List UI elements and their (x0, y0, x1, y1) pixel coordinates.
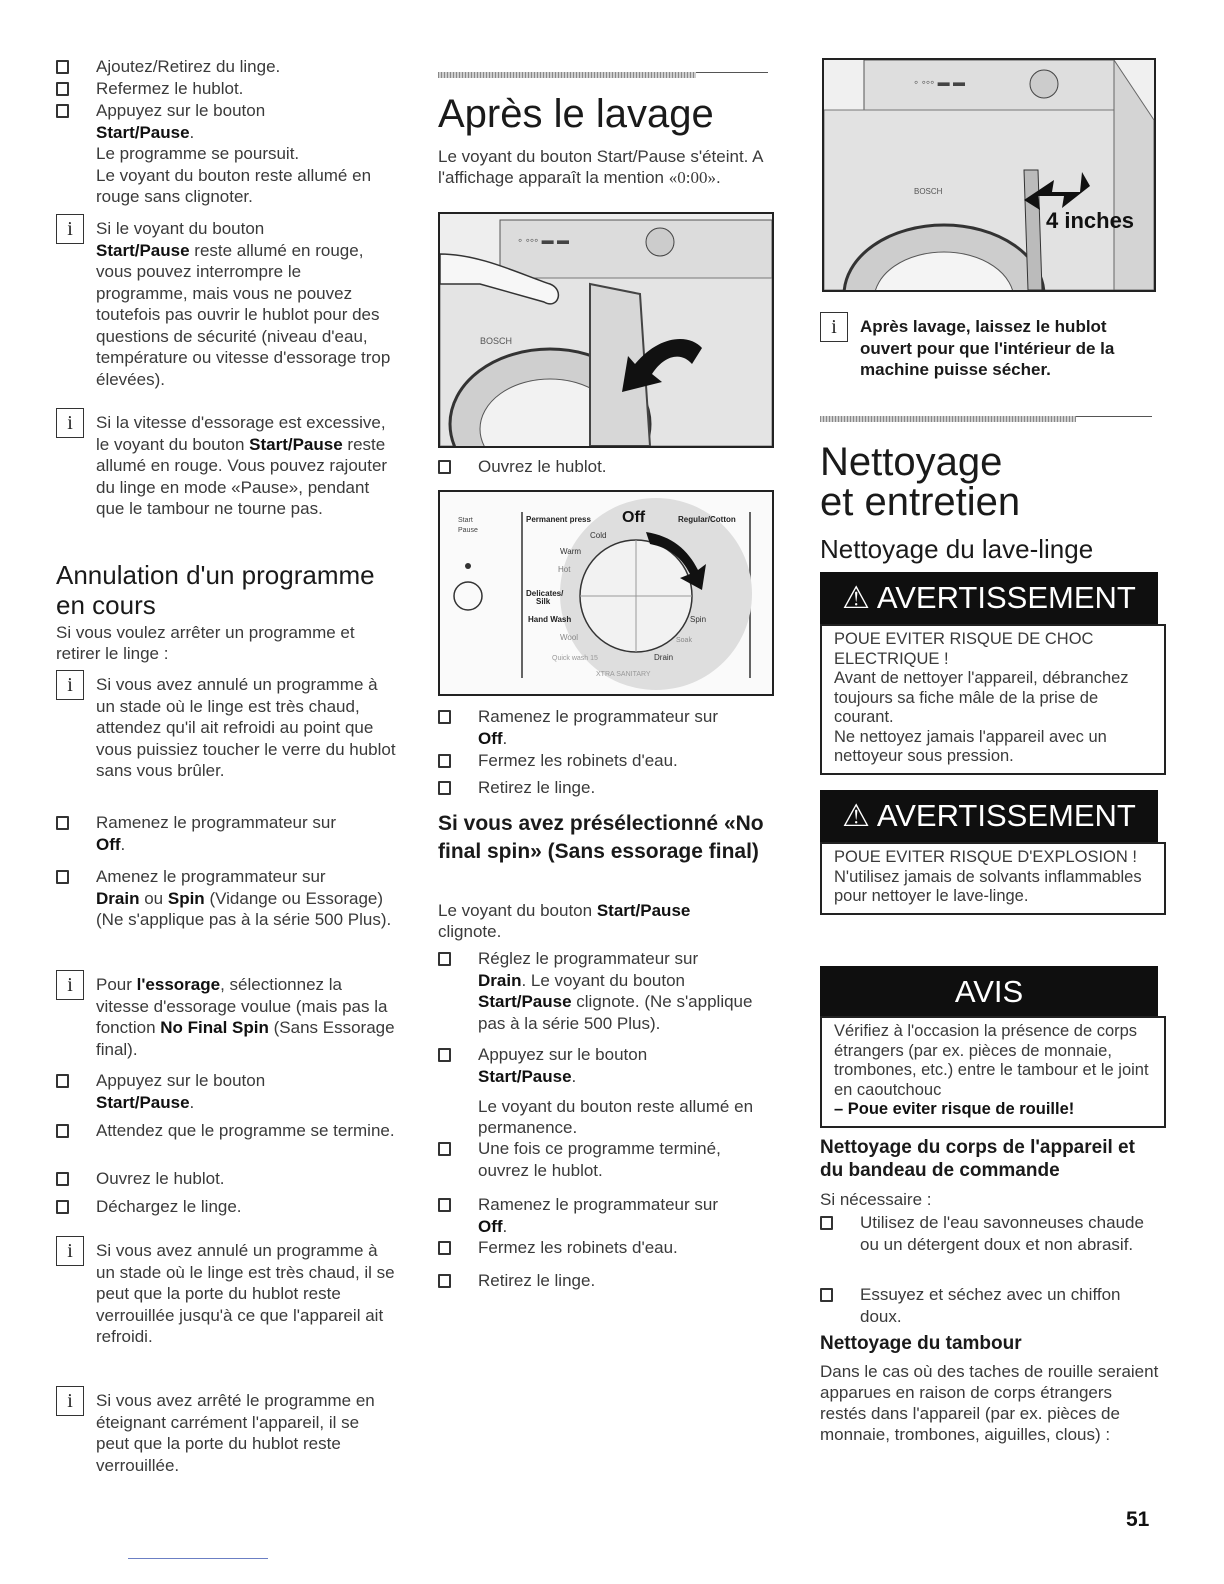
permanent-press-label: Permanent press (526, 515, 591, 524)
gap-measurement-label: 4 inches (1046, 208, 1135, 233)
warning-header: ⚠ AVERTISSEMENT (820, 572, 1158, 624)
warning-box: POUE EVITER RISQUE D'EXPLOSION ! N'utilisez jamais de solvants inflammables pour nettoyer le lave-linge. (820, 842, 1166, 915)
intro-text: Si nécessaire : (820, 1190, 932, 1209)
checkbox-icon (56, 816, 69, 830)
subsection-heading: Si vous avez présélectionné «No final spin» (Sans essorage final) (438, 812, 764, 863)
svg-text:◦ ◦◦◦ ▬ ▬: ◦ ◦◦◦ ▬ ▬ (518, 233, 570, 247)
subsection-title: Nettoyage du lave-linge (820, 534, 1094, 564)
checkbox-icon (56, 870, 69, 884)
info-icon: i (820, 312, 848, 342)
drum-text: Dans le cas où des taches de rouille seraient apparues en raison de corps étrangers restés dans l'appareil (par ex. pièces de monnaie, trombones, aiguilles, clous) : (820, 1362, 1159, 1444)
list-item: Utilisez de l'eau savonneuses chaude ou un détergent doux et non abrasif. (820, 1212, 1160, 1255)
svg-text:◦ ◦◦◦ ▬ ▬: ◦ ◦◦◦ ▬ ▬ (914, 75, 966, 89)
notice-header: AVIS (820, 966, 1158, 1018)
list-item: Retirez le linge. (438, 777, 774, 799)
list-item: Amenez le programmateur sur Drain ou Spin (Vidange ou Essorage) (Ne s'applique pas à la série 500 Plus). (56, 866, 396, 931)
checkbox-icon (56, 82, 69, 96)
checkbox-icon (438, 781, 451, 795)
list-item: Appuyez sur le bouton Start/Pause. (438, 1044, 774, 1087)
list-item: Déchargez le linge. (56, 1196, 396, 1218)
xtra-sanitary-label: XTRA SANITARY (596, 671, 651, 678)
list-item: Refermez le hublot. (56, 78, 396, 100)
door-opening-illustration (440, 214, 772, 446)
drain-label: Drain (654, 653, 674, 662)
intro-text: Le voyant du bouton Start/Pause s'éteint. A l'affichage apparaît la mention «0:00». (438, 147, 763, 187)
hot-label: Hot (558, 565, 571, 574)
warning-triangle-icon: ⚠ (842, 798, 870, 833)
checkbox-icon (438, 952, 451, 966)
list-item: Ouvrez le hublot. (56, 1168, 396, 1190)
pause-label: Pause (458, 527, 478, 534)
list-item: Fermez les robinets d'eau. (438, 1237, 774, 1259)
checkbox-icon (438, 1241, 451, 1255)
info-note: i Si vous avez annulé un programme à un stade où le linge est très chaud, attendez qu'il ait refroidi au point que vous puissiez toucher le verre du hublot sans vous brûler. (56, 670, 396, 782)
door-gap-figure (822, 58, 1156, 292)
off-label: Off (622, 509, 646, 526)
checkbox-icon (438, 1142, 451, 1156)
list-item: Une fois ce programme terminé, ouvrez le hublot. (438, 1138, 774, 1181)
warning-triangle-icon: ⚠ (842, 580, 870, 615)
page-title: Après le lavage (438, 92, 714, 136)
checkbox-icon (56, 1172, 69, 1186)
checkbox-icon (438, 1048, 451, 1062)
door-gap-illustration (824, 60, 1154, 290)
list-item: Attendez que le programme se termine. (56, 1120, 396, 1142)
hand-wash-label: Hand Wash (528, 615, 572, 624)
permanent-text: Le voyant du bouton reste allumé en permanence. (478, 1097, 754, 1137)
program-dial-figure (438, 490, 774, 696)
info-icon: i (56, 408, 84, 438)
info-note: i Si vous avez arrêté le programme en éteignant carrément l'appareil, il se peut que la porte du hublot reste verrouillée. (56, 1386, 396, 1476)
list-item: Appuyez sur le bouton Start/Pause. Le programme se poursuit. Le voyant du bouton reste allumé en rouge sans clignoter. (56, 100, 396, 208)
section-rule (438, 72, 696, 78)
warm-label: Warm (560, 547, 582, 556)
section-rule-line (1076, 416, 1152, 417)
info-icon: i (56, 1386, 84, 1416)
notice-box: Vérifiez à l'occasion la présence de corps étrangers (par ex. pièces de monnaie, trombones, etc.) entre le tambour et le joint en caoutchouc – Poue eviter risque de rouille! (820, 1016, 1166, 1128)
info-icon: i (56, 214, 84, 244)
delicates-label: Delicates/ (526, 589, 564, 598)
list-item: Essuyez et séchez avec un chiffon doux. (820, 1284, 1160, 1327)
door-opening-figure (438, 212, 774, 448)
soak-label: Soak (676, 637, 692, 644)
checkbox-icon (438, 1198, 451, 1212)
list-item: Retirez le linge. (438, 1270, 774, 1292)
info-note: i Si vous avez annulé un programme à un stade où le linge est très chaud, il se peut que la porte du hublot reste verrouillée jusqu'à ce que l'appareil ait refroidi. (56, 1236, 396, 1348)
wool-label: Wool (560, 633, 579, 642)
checkbox-icon (438, 460, 451, 474)
list-item: Fermez les robinets d'eau. (438, 750, 774, 772)
program-dial-illustration (440, 492, 772, 694)
info-note: i Pour l'essorage, sélectionnez la vitesse d'essorage voulue (mais pas la fonction No Final Spin (Sans Essorage final). (56, 970, 396, 1060)
spin-label: Spin (690, 615, 707, 624)
info-note: i Après lavage, laissez le hublot ouvert pour que l'intérieur de la machine puisse sécher. (820, 312, 1160, 381)
section-rule (820, 416, 1076, 422)
warning-header: ⚠ AVERTISSEMENT (820, 790, 1158, 842)
regular-cotton-label: Regular/Cotton (678, 515, 736, 524)
info-icon: i (56, 1236, 84, 1266)
checkbox-icon (56, 60, 69, 74)
start-label: Start (458, 517, 473, 524)
footer-link-line (128, 1558, 268, 1559)
cold-label: Cold (590, 531, 607, 540)
checkbox-icon (56, 104, 69, 118)
checkbox-icon (820, 1288, 833, 1302)
list-item: Ramenez le programmateur sur Off. (56, 812, 396, 855)
list-item: Ajoutez/Retirez du linge. (56, 56, 396, 78)
checkbox-icon (56, 1074, 69, 1088)
checkbox-icon (56, 1200, 69, 1214)
subsection-heading: Nettoyage du corps de l'appareil et du bandeau de commande (820, 1137, 1135, 1181)
section-heading: Annulation d'un programme en cours (56, 560, 375, 620)
list-item: Ramenez le programmateur sur Off. (438, 1194, 774, 1237)
list-item: Ramenez le programmateur sur Off. (438, 706, 774, 749)
section-title: Nettoyage et entretien (820, 440, 1021, 524)
info-icon: i (56, 970, 84, 1000)
section-rule-line (696, 72, 768, 73)
info-note: i Si la vitesse d'essorage est excessive, le voyant du bouton Start/Pause reste allumé en rouge. Vous pouvez rajouter du linge en mode «Pause», pendant que le tambour ne tourne pas. (56, 408, 396, 520)
info-icon: i (56, 670, 84, 700)
intro-text: Si vous voulez arrêter un programme et retirer le linge : (56, 623, 355, 663)
quick-wash-label: Quick wash 15 (552, 655, 598, 662)
info-note: i Si le voyant du bouton Start/Pause reste allumé en rouge, vous pouvez interrompre le programme, mais vous ne pouvez toutefois pas ouvrir le hublot pour des questions de sécurité (niveau d'eau, température ou vitesse d'essorage trop élevées). (56, 214, 396, 390)
brand-label: BOSCH (914, 187, 943, 196)
brand-label: BOSCH (480, 336, 513, 346)
checkbox-icon (438, 710, 451, 724)
list-item: Appuyez sur le bouton Start/Pause. (56, 1070, 396, 1113)
list-item: Réglez le programmateur sur Drain. Le voyant du bouton Start/Pause clignote. (Ne s'applique pas à la série 500 Plus). (438, 948, 774, 1034)
checkbox-icon (56, 1124, 69, 1138)
silk-label: Silk (536, 597, 551, 606)
list-item: Ouvrez le hublot. (438, 456, 774, 478)
warning-box: POUE EVITER RISQUE DE CHOC ELECTRIQUE ! Avant de nettoyer l'appareil, débranchez toujours sa fiche mâle de la prise de courant. Ne nettoyez jamais l'appareil avec un nettoyeur sous pression. (820, 624, 1166, 775)
blink-text: Le voyant du bouton Start/Pause clignote. (438, 901, 691, 941)
subsection-heading: Nettoyage du tambour (820, 1333, 1022, 1354)
checkbox-icon (438, 1274, 451, 1288)
page-number: 51 (1126, 1508, 1150, 1531)
checkbox-icon (438, 754, 451, 768)
checkbox-icon (820, 1216, 833, 1230)
